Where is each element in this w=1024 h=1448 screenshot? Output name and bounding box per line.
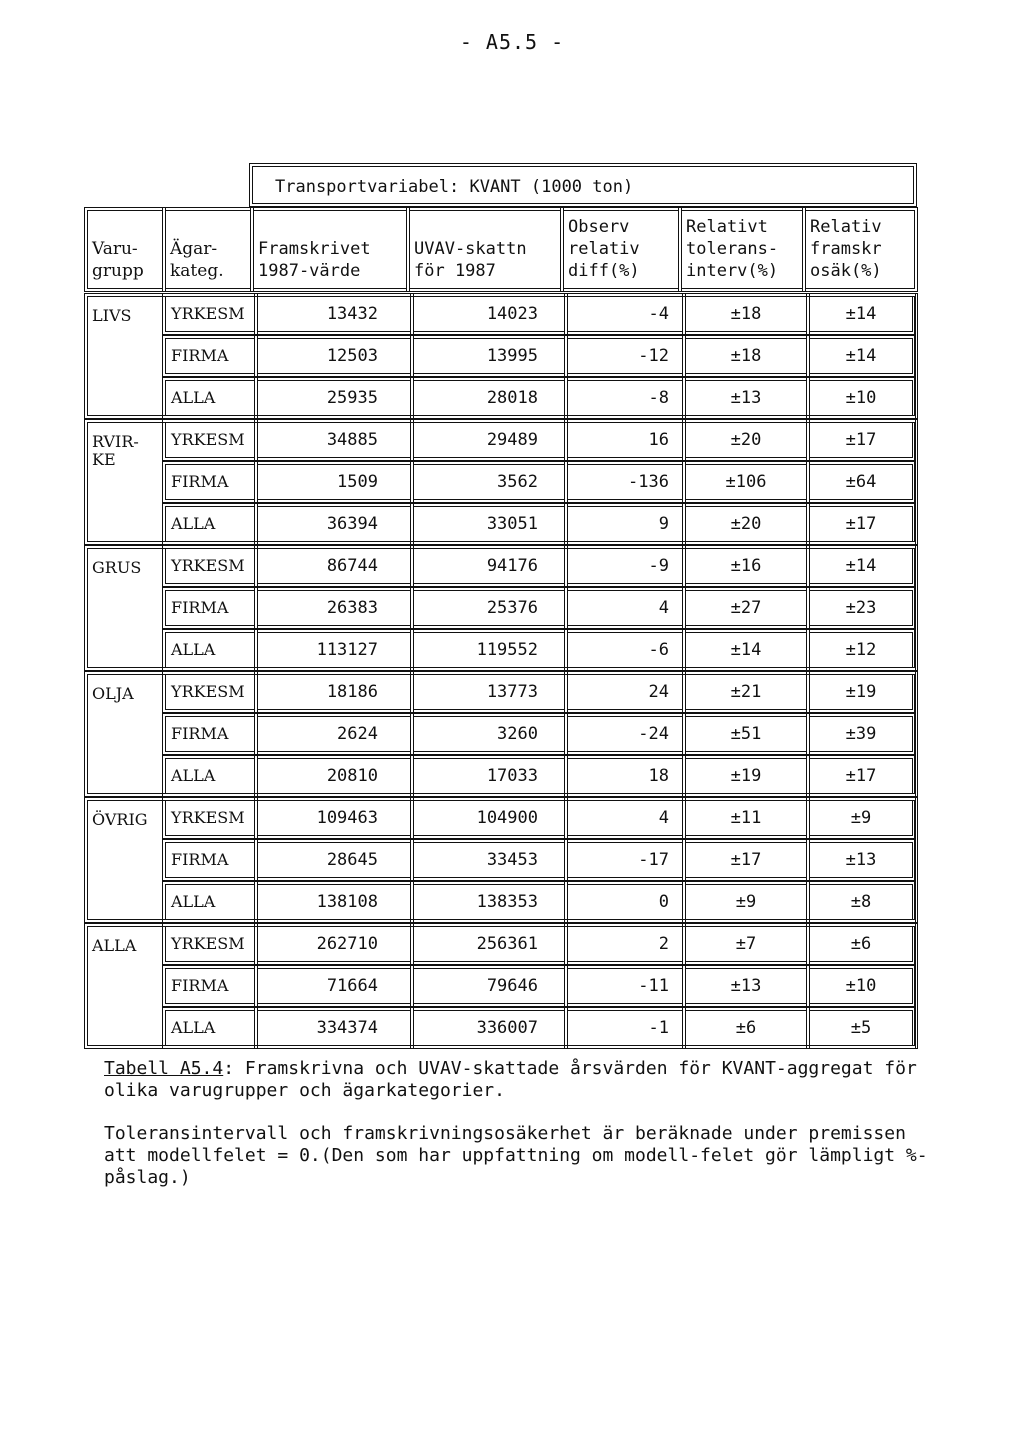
cell-observ-diff: -17	[564, 839, 686, 881]
cell-observ-diff: 0	[564, 881, 686, 923]
cell-observ-diff: -11	[564, 965, 686, 1007]
cell-osak: ±10	[806, 377, 916, 419]
header-observ: Observ relativ diff(%)	[560, 207, 682, 292]
cell-agarkateg: YRKESM	[162, 797, 258, 839]
cell-tolerans: ±51	[682, 713, 810, 755]
header-tolerans: Relativt tolerans- interv(%)	[678, 207, 806, 292]
cell-tolerans: ±13	[682, 965, 810, 1007]
cell-uvav: 28018	[410, 377, 568, 419]
cell-framskrivet: 138108	[254, 881, 414, 923]
table-row	[162, 293, 916, 335]
cell-tolerans: ±20	[682, 419, 810, 461]
cell-uvav: 33051	[410, 503, 568, 545]
cell-osak: ±17	[806, 755, 916, 797]
group-2	[84, 545, 918, 671]
cell-osak: ±12	[806, 629, 916, 671]
table-row	[162, 671, 916, 713]
table-row	[162, 965, 916, 1007]
cell-tolerans: ±106	[682, 461, 810, 503]
group-3	[84, 671, 918, 797]
cell-observ-diff: 2	[564, 923, 686, 965]
group-5	[84, 923, 918, 1049]
cell-tolerans: ±14	[682, 629, 810, 671]
cell-framskrivet: 36394	[254, 503, 414, 545]
cell-observ-diff: -6	[564, 629, 686, 671]
cell-agarkateg: ALLA	[162, 881, 258, 923]
table-row	[162, 881, 916, 923]
cell-observ-diff: 9	[564, 503, 686, 545]
cell-uvav: 79646	[410, 965, 568, 1007]
cell-agarkateg: ALLA	[162, 377, 258, 419]
cell-tolerans: ±7	[682, 923, 810, 965]
cell-observ-diff: -12	[564, 335, 686, 377]
cell-uvav: 13995	[410, 335, 568, 377]
cell-framskrivet: 86744	[254, 545, 414, 587]
cell-tolerans: ±17	[682, 839, 810, 881]
table-row	[162, 839, 916, 881]
cell-tolerans: ±18	[682, 293, 810, 335]
cell-uvav: 336007	[410, 1007, 568, 1049]
cell-observ-diff: -1	[564, 1007, 686, 1049]
table-row	[162, 713, 916, 755]
table-row	[162, 1007, 916, 1049]
cell-osak: ±64	[806, 461, 916, 503]
cell-agarkateg: FIRMA	[162, 839, 258, 881]
cell-osak: ±14	[806, 293, 916, 335]
cell-uvav: 119552	[410, 629, 568, 671]
cell-agarkateg: ALLA	[162, 755, 258, 797]
table-row	[162, 335, 916, 377]
transport-variable-header	[249, 163, 917, 207]
cell-osak: ±17	[806, 503, 916, 545]
cell-uvav: 104900	[410, 797, 568, 839]
cell-framskrivet: 20810	[254, 755, 414, 797]
table-row	[162, 587, 916, 629]
cell-agarkateg: FIRMA	[162, 461, 258, 503]
page-number: - A5.5 -	[459, 30, 565, 54]
cell-framskrivet: 13432	[254, 293, 414, 335]
cell-observ-diff: 4	[564, 587, 686, 629]
cell-uvav: 3260	[410, 713, 568, 755]
cell-osak: ±13	[806, 839, 916, 881]
cell-framskrivet: 12503	[254, 335, 414, 377]
cell-agarkateg: FIRMA	[162, 965, 258, 1007]
cell-tolerans: ±11	[682, 797, 810, 839]
cell-framskrivet: 109463	[254, 797, 414, 839]
cell-agarkateg: FIRMA	[162, 335, 258, 377]
cell-framskrivet: 18186	[254, 671, 414, 713]
cell-osak: ±10	[806, 965, 916, 1007]
group-label: GRUS	[92, 558, 142, 577]
cell-tolerans: ±18	[682, 335, 810, 377]
cell-framskrivet: 2624	[254, 713, 414, 755]
cell-framskrivet: 71664	[254, 965, 414, 1007]
cell-osak: ±14	[806, 335, 916, 377]
group-label: ALLA	[92, 936, 137, 955]
cell-framskrivet: 334374	[254, 1007, 414, 1049]
table-row	[162, 419, 916, 461]
group-label: RVIR- KE	[92, 432, 139, 469]
cell-observ-diff: -9	[564, 545, 686, 587]
transport-variable-label: Transportvariabel: KVANT (1000 ton)	[275, 177, 634, 197]
table-row	[162, 755, 916, 797]
cell-osak: ±6	[806, 923, 916, 965]
group-0	[84, 293, 918, 419]
group-4	[84, 797, 918, 923]
cell-tolerans: ±19	[682, 755, 810, 797]
cell-tolerans: ±13	[682, 377, 810, 419]
cell-agarkateg: YRKESM	[162, 671, 258, 713]
cell-framskrivet: 28645	[254, 839, 414, 881]
cell-agarkateg: ALLA	[162, 503, 258, 545]
cell-agarkateg: YRKESM	[162, 923, 258, 965]
cell-tolerans: ±27	[682, 587, 810, 629]
table-row	[162, 461, 916, 503]
cell-agarkateg: ALLA	[162, 629, 258, 671]
cell-osak: ±9	[806, 797, 916, 839]
cell-tolerans: ±16	[682, 545, 810, 587]
cell-framskrivet: 26383	[254, 587, 414, 629]
group-label: LIVS	[92, 306, 132, 325]
table-caption	[104, 1058, 934, 1102]
cell-osak: ±17	[806, 419, 916, 461]
caption-label: Tabell A5.4	[104, 1058, 224, 1079]
cell-agarkateg: YRKESM	[162, 419, 258, 461]
cell-uvav: 14023	[410, 293, 568, 335]
header-varugrupp: Varu- grupp	[84, 207, 166, 292]
header-osak: Relativ framskr osäk(%)	[802, 207, 918, 292]
cell-osak: ±39	[806, 713, 916, 755]
cell-observ-diff: 18	[564, 755, 686, 797]
group-label: OLJA	[92, 684, 134, 703]
cell-observ-diff: 4	[564, 797, 686, 839]
cell-framskrivet: 113127	[254, 629, 414, 671]
cell-uvav: 29489	[410, 419, 568, 461]
table-row	[162, 377, 916, 419]
table-row	[162, 797, 916, 839]
cell-uvav: 17033	[410, 755, 568, 797]
cell-framskrivet: 25935	[254, 377, 414, 419]
cell-observ-diff: -8	[564, 377, 686, 419]
cell-osak: ±5	[806, 1007, 916, 1049]
cell-tolerans: ±9	[682, 881, 810, 923]
cell-tolerans: ±6	[682, 1007, 810, 1049]
cell-osak: ±14	[806, 545, 916, 587]
cell-uvav: 94176	[410, 545, 568, 587]
group-label: ÖVRIG	[92, 810, 148, 829]
group-1	[84, 419, 918, 545]
header-agarkateg: Ägar- kateg.	[162, 207, 254, 292]
cell-framskrivet: 1509	[254, 461, 414, 503]
cell-observ-diff: -4	[564, 293, 686, 335]
cell-agarkateg: YRKESM	[162, 545, 258, 587]
cell-uvav: 25376	[410, 587, 568, 629]
cell-tolerans: ±20	[682, 503, 810, 545]
table-row	[162, 629, 916, 671]
cell-observ-diff: 16	[564, 419, 686, 461]
cell-agarkateg: FIRMA	[162, 713, 258, 755]
cell-observ-diff: -24	[564, 713, 686, 755]
cell-uvav: 13773	[410, 671, 568, 713]
header-framskrivet: Framskrivet 1987-värde	[250, 207, 410, 292]
cell-uvav: 33453	[410, 839, 568, 881]
cell-framskrivet: 34885	[254, 419, 414, 461]
cell-framskrivet: 262710	[254, 923, 414, 965]
cell-agarkateg: ALLA	[162, 1007, 258, 1049]
cell-observ-diff: -136	[564, 461, 686, 503]
cell-agarkateg: YRKESM	[162, 293, 258, 335]
table-row	[162, 545, 916, 587]
caption-text: : Framskrivna och UVAV-skattade årsvärden för KVANT-aggregat för olika varugrupper och ägarkategorier.	[104, 1058, 917, 1101]
header-uvav: UVAV-skattn för 1987	[406, 207, 564, 292]
table-row	[162, 923, 916, 965]
cell-agarkateg: FIRMA	[162, 587, 258, 629]
cell-osak: ±8	[806, 881, 916, 923]
cell-uvav: 3562	[410, 461, 568, 503]
cell-tolerans: ±21	[682, 671, 810, 713]
cell-osak: ±23	[806, 587, 916, 629]
cell-uvav: 256361	[410, 923, 568, 965]
caption-note: Toleransintervall och framskrivningsosäkerhet är beräknade under premissen att modellfelet = 0.(Den som har uppfattning om modell-felet gör lämpligt %-påslag.)	[104, 1123, 928, 1188]
cell-osak: ±19	[806, 671, 916, 713]
table-row	[162, 503, 916, 545]
cell-uvav: 138353	[410, 881, 568, 923]
cell-observ-diff: 24	[564, 671, 686, 713]
